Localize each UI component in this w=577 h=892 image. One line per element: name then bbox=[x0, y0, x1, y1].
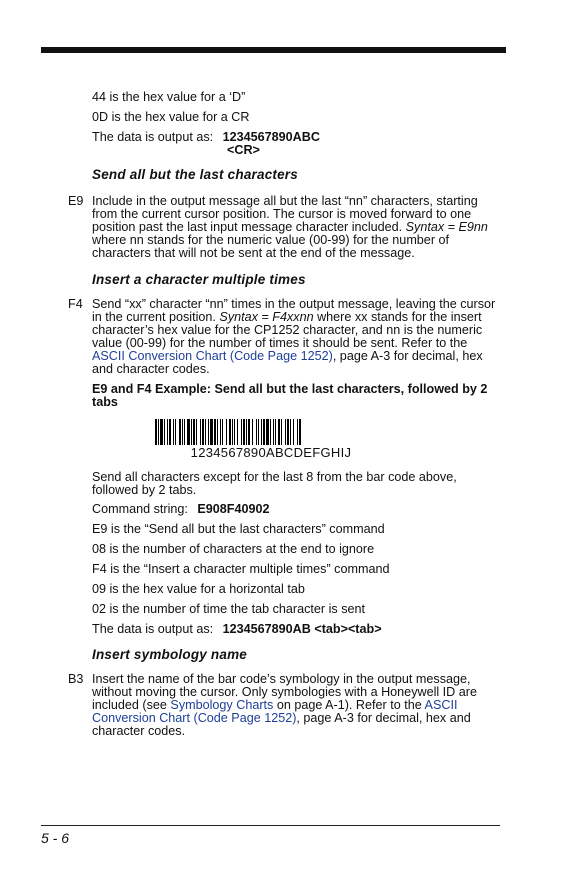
para-symbology: Insert the name of the bar code’s symbology in the output message, without moving the cursor. Only symbologies with a Honeywell ID are included (see Symbology Charts on page A-1). Refer to the ASCII Conversion Chart (Code Page 1252), page A-3 for decimal, hex and character codes. bbox=[92, 672, 477, 738]
syntax-f4: Syntax = F4xxnn bbox=[219, 310, 314, 324]
explain-02: 02 is the number of time the tab character is sent bbox=[92, 602, 366, 616]
heading-send-all: Send all but the last characters bbox=[92, 167, 298, 182]
output-label: The data is output as: bbox=[92, 130, 214, 144]
example-desc: Send all characters except for the last 8 from the bar code above, followed by 2 tabs. bbox=[92, 470, 457, 497]
output-value-cr: <CR> bbox=[227, 143, 260, 157]
barcode-image bbox=[155, 419, 387, 463]
footer-rule bbox=[41, 825, 500, 826]
para-send-all: Include in the output message all but the last “nn” characters, starting from the current cursor position. The cursor is moved forward to one position past the last input message character included. Syntax = E9nn where nn stands for the numeric value (00-99) for the number of characters that will not be sent at the end of the message. bbox=[92, 194, 488, 260]
explain-e9: E9 is the “Send all but the last characters” command bbox=[92, 522, 385, 536]
example-output-label: The data is output as: bbox=[92, 622, 214, 636]
command-value: E908F40902 bbox=[197, 502, 270, 516]
barcode-bars bbox=[155, 419, 387, 445]
code-b3: B3 bbox=[68, 672, 84, 686]
barcode-space bbox=[301, 419, 303, 445]
page-number: 5 - 6 bbox=[41, 830, 70, 846]
symbology-charts-link[interactable]: Symbology Charts bbox=[170, 698, 274, 712]
barcode-text: 1234567890ABCDEFGHIJ bbox=[190, 445, 352, 460]
para-insert-multi: Send “xx” character “nn” times in the output message, leaving the cursor in the current position. Syntax = F4xxnn where xx stands for the insert character’s hex value for the CP1252 character, and nn is the numeric value (00-99) for the number of times it should be sent. Refer to the ASCII Conversion Chart (Code Page 1252), page A-3 for decimal, hex and character codes. bbox=[92, 297, 496, 376]
explain-09: 09 is the hex value for a horizontal tab bbox=[92, 582, 305, 596]
line-output bbox=[92, 131, 500, 144]
code-f4: F4 bbox=[68, 297, 83, 311]
example-title: E9 and F4 Example: Send all but the last characters, followed by 2 tabs bbox=[92, 382, 488, 409]
command-string-line bbox=[92, 503, 500, 516]
heading-insert-multi: Insert a character multiple times bbox=[92, 272, 306, 287]
heading-symbology: Insert symbology name bbox=[92, 647, 247, 662]
output-value: 1234567890ABC bbox=[222, 130, 320, 144]
line-hex-d: 44 is the hex value for a ‘D” bbox=[92, 90, 246, 104]
command-label: Command string: bbox=[92, 502, 188, 516]
ascii-chart-link-2[interactable]: ASCII Conversion Chart (Code Page 1252) bbox=[92, 698, 458, 725]
code-e9: E9 bbox=[68, 194, 84, 208]
line-hex-cr: 0D is the hex value for a CR bbox=[92, 110, 250, 124]
example-output-value: 1234567890AB <tab><tab> bbox=[222, 622, 382, 636]
example-output-line bbox=[92, 623, 500, 636]
explain-f4: F4 is the “Insert a character multiple times” command bbox=[92, 562, 390, 576]
explain-08: 08 is the number of characters at the end to ignore bbox=[92, 542, 375, 556]
ascii-chart-link[interactable]: ASCII Conversion Chart (Code Page 1252) bbox=[92, 349, 333, 363]
header-rule bbox=[41, 47, 506, 53]
syntax-e9: Syntax = E9nn bbox=[405, 220, 488, 234]
